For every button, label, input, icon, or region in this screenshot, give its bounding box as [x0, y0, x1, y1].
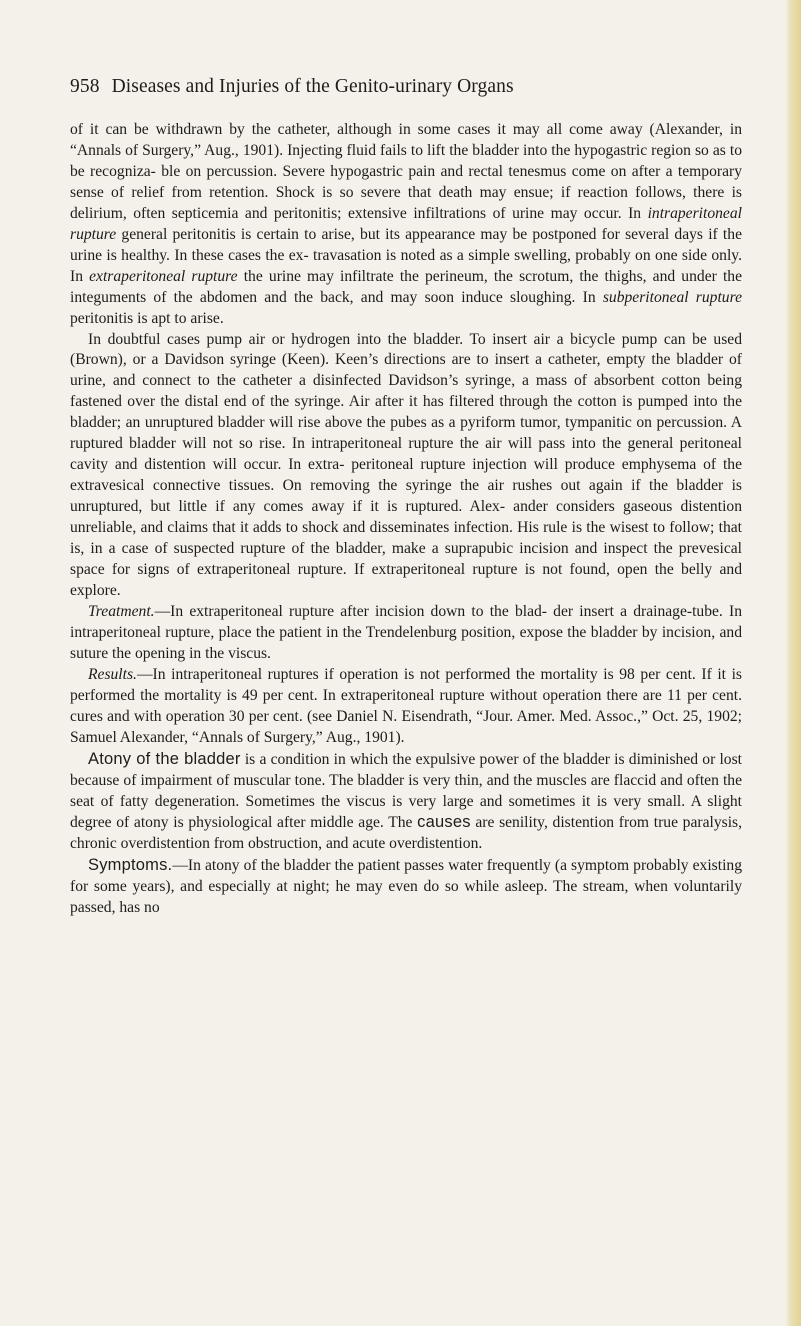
- results-label: Results.: [88, 665, 137, 683]
- running-header: [70, 74, 742, 100]
- running-title: Diseases and Injuries of the Genito-urinary Organs: [111, 76, 514, 97]
- symptoms-heading: Symptoms.: [88, 856, 173, 875]
- causes-heading: causes: [417, 813, 471, 832]
- page-number: 958: [70, 76, 100, 97]
- paragraph-atony: Atony of the bladder is a condition in which the expulsive power of the bladder is diminished or lost because of impairment of muscular tone. The bladder is very thin, and the muscles are flaccid and often the seat of fatty degeneration. Sometimes the viscus is very large and sometimes it is very small. A slight degree of atony is physiological after middle age. The causes are senility, distention from true paralysis, chronic overdistention from obstruction, and acute overdistention.: [70, 749, 743, 853]
- term-subperitoneal-rupture: subperitoneal rupture: [602, 288, 742, 306]
- paragraph-results: Results.—In intraperitoneal ruptures if operation is not performed the mortality is 98 per cent. If it is performed the mortality is 49 per cent. In extraperitoneal rupture without operation there are 11 per cent. cures and with operation 30 per cent. (see Daniel N. Eisendrath, “Jour. Amer. Med. Assoc.,” Oct. 25, 1902; Samuel Alexander, “Annals of Surgery,” Aug., 1901).: [70, 665, 742, 746]
- treatment-label: Treatment.: [88, 602, 155, 620]
- paragraph-diagnosis: In doubtful cases pump air or hydrogen into the bladder. To insert air a bicycle pump can be used (Brown), or a Davidson syringe (Keen). Keen’s directions are to insert a catheter, empty the bladder of urine, and connect to the catheter a disinfected Davidson’s syringe, a mass of absorbent cotton being fastened over the distal end of the syringe. Air after it has filtered through the cotton is pumped into the bladder; an unruptured bladder will rise above the pubes as a pyriform tumor, tympanitic on percussion. A ruptured bladder will not so rise. In intraperitoneal rupture the air will pass into the general peritoneal cavity and distention will occur. In extra- peritoneal rupture injection will produce emphysema of the extravesical connective tissues. On removing the syringe the air rushes out again if the bladder is unruptured, but little if any comes away if it is ruptured. Alex- ander considers gaseous distention unreliable, and claims that it adds to shock and disseminates infection. His rule is the wisest to follow; that is, in a case of suspected rupture of the bladder, make a suprapubic incision and inspect the prevesical space for signs of extraperitoneal rupture. If extraperitoneal rupture is not found, open the belly and explore.: [70, 330, 742, 599]
- paragraph-rupture-symptoms: of it can be withdrawn by the catheter, although in some cases it may all come away (Alexander, in “Annals of Surgery,” Aug., 1901). Injecting fluid fails to lift the bladder into the hypogastric region so as to be recogniza- ble on percussion. Severe hypogastric pain and rectal tenesmus come on after a temporary sense of relief from retention. Shock is so severe that death may ensue; if reaction follows, there is delirium, often septicemia and peritonitis; extensive infiltrations of urine may occur. In intraperitoneal rupture general peritonitis is certain to arise, but its appearance may be postponed for several days if the urine is healthy. In these cases the ex- travasation is noted as a simple swelling, probably on one side only. In extraperitoneal rupture the urine may infiltrate the perineum, the scrotum, the thighs, and under the integuments of the abdomen and the back, and may soon induce sloughing. In subperitoneal rupture peritonitis is apt to arise.: [70, 121, 742, 327]
- paragraph-treatment: Treatment.—In extraperitoneal rupture after incision down to the blad- der insert a drainage-tube. In intraperitoneal rupture, place the patient in the Trendelenburg position, expose the bladder by incision, and suture the opening in the viscus.: [70, 602, 742, 662]
- term-extraperitoneal-rupture: extraperitoneal rupture: [89, 267, 238, 285]
- atony-heading: Atony of the bladder: [88, 749, 241, 768]
- term-intraperitoneal-rupture: intraperitoneal rupture: [70, 204, 742, 243]
- paragraph-symptoms: Symptoms.—In atony of the bladder the patient passes water frequently (a symptom probably existing for some years), and especially at night; he may even do so while asleep. The stream, when voluntarily passed, has no: [70, 856, 742, 917]
- book-page: [70, 74, 742, 919]
- page-edge-shading: [785, 0, 801, 1326]
